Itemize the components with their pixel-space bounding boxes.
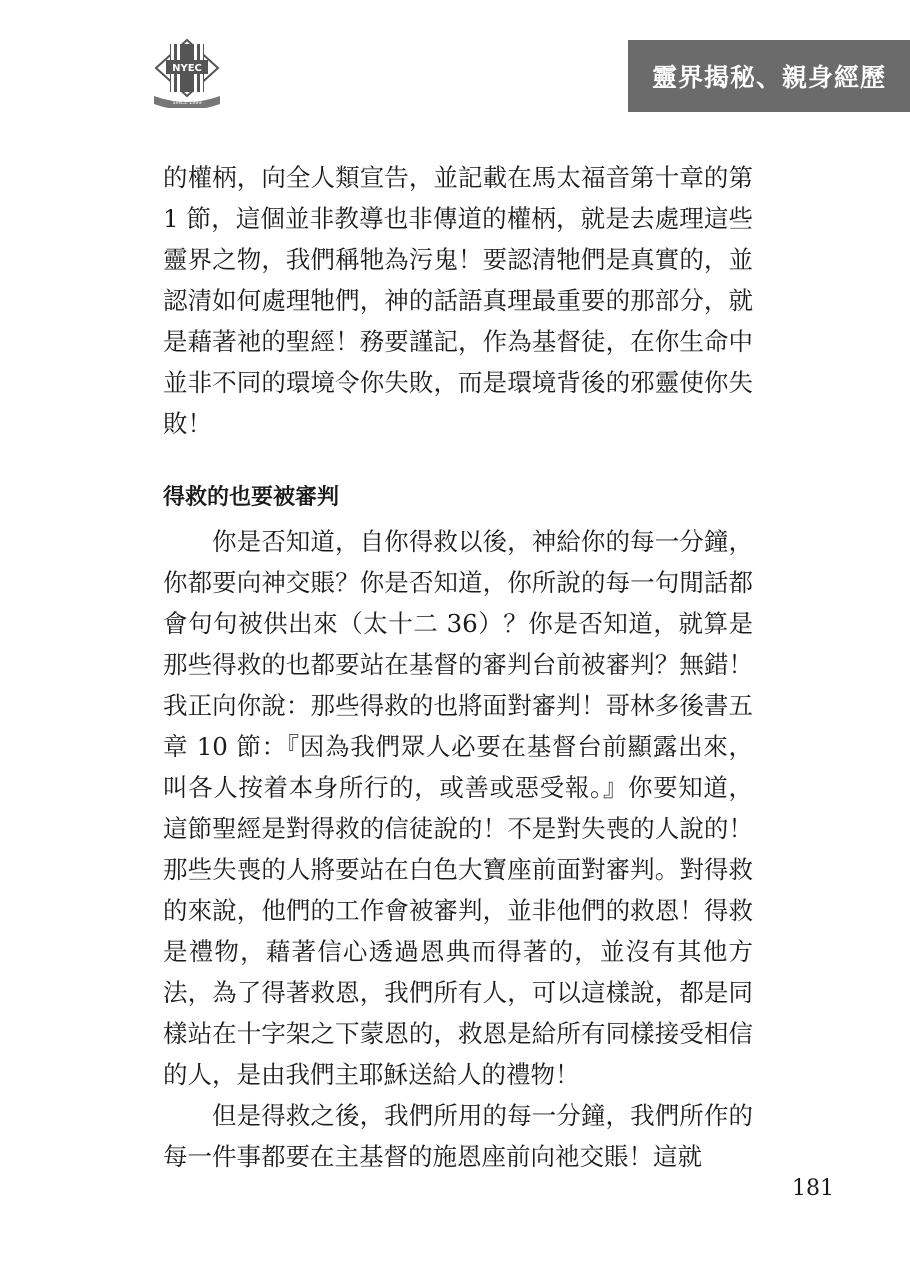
page-number: 181 (792, 1176, 834, 1201)
section-heading: 得救的也要被審判 (163, 485, 340, 510)
chapter-header (628, 40, 910, 112)
page-body (163, 157, 753, 1177)
nyec-logo (150, 38, 224, 108)
chapter-title: 靈界揭秘、親身經歷 (651, 63, 886, 92)
body-paragraph-3: 但是得救之後，我們所用的每一分鐘，我們所作的每一件事都要在主基督的施恩座前向祂交賬！這就 (163, 1101, 753, 1171)
logo-text: NYEC (172, 63, 202, 74)
body-paragraph-2: 你是否知道，自你得救以後，神給你的每一分鐘，你都要向神交賬？你是否知道，你所說的每一句閒話都會句句被供出來（太十二 36）？你是否知道，就算是那些得救的也都要站在基督的審判台前被審判？無錯！我正向你說：那些得救的也將面對審判！哥林多後書五章 10 節：『因為我們眾人必要在基督台前顯露出來，叫各人按着本身所行的，或善或惡受報。』你要知道，這節聖經是對得救的信徒說的！不是對失喪的人說的！那些失喪的人將要站在白色大寶座前面對審判。對得救的來說，他們的工作會被審判，並非他們的救恩！得救是禮物，藉著信心透過恩典而得著的，並沒有其他方法，為了得著救恩，我們所有人，可以這樣說，都是同樣站在十字架之下蒙恩的，救恩是給所有同樣接受相信的人，是由我們主耶穌送給人的禮物！ (163, 527, 753, 1089)
body-paragraph-1: 的權柄，向全人類宣告，並記載在馬太福音第十章的第 1 節，這個並非教導也非傳道的權柄，就是去處理這些靈界之物，我們稱牠為污鬼！要認清牠們是真實的，並認清如何處理牠們，神的話語真理最重要的那部分，就是藉著祂的聖經！務要謹記，作為基督徒，在你生命中並非不同的環境令你失敗，而是環境背後的邪靈使你失敗！ (163, 163, 753, 438)
logo-since: SINCE 1999 (172, 100, 202, 106)
